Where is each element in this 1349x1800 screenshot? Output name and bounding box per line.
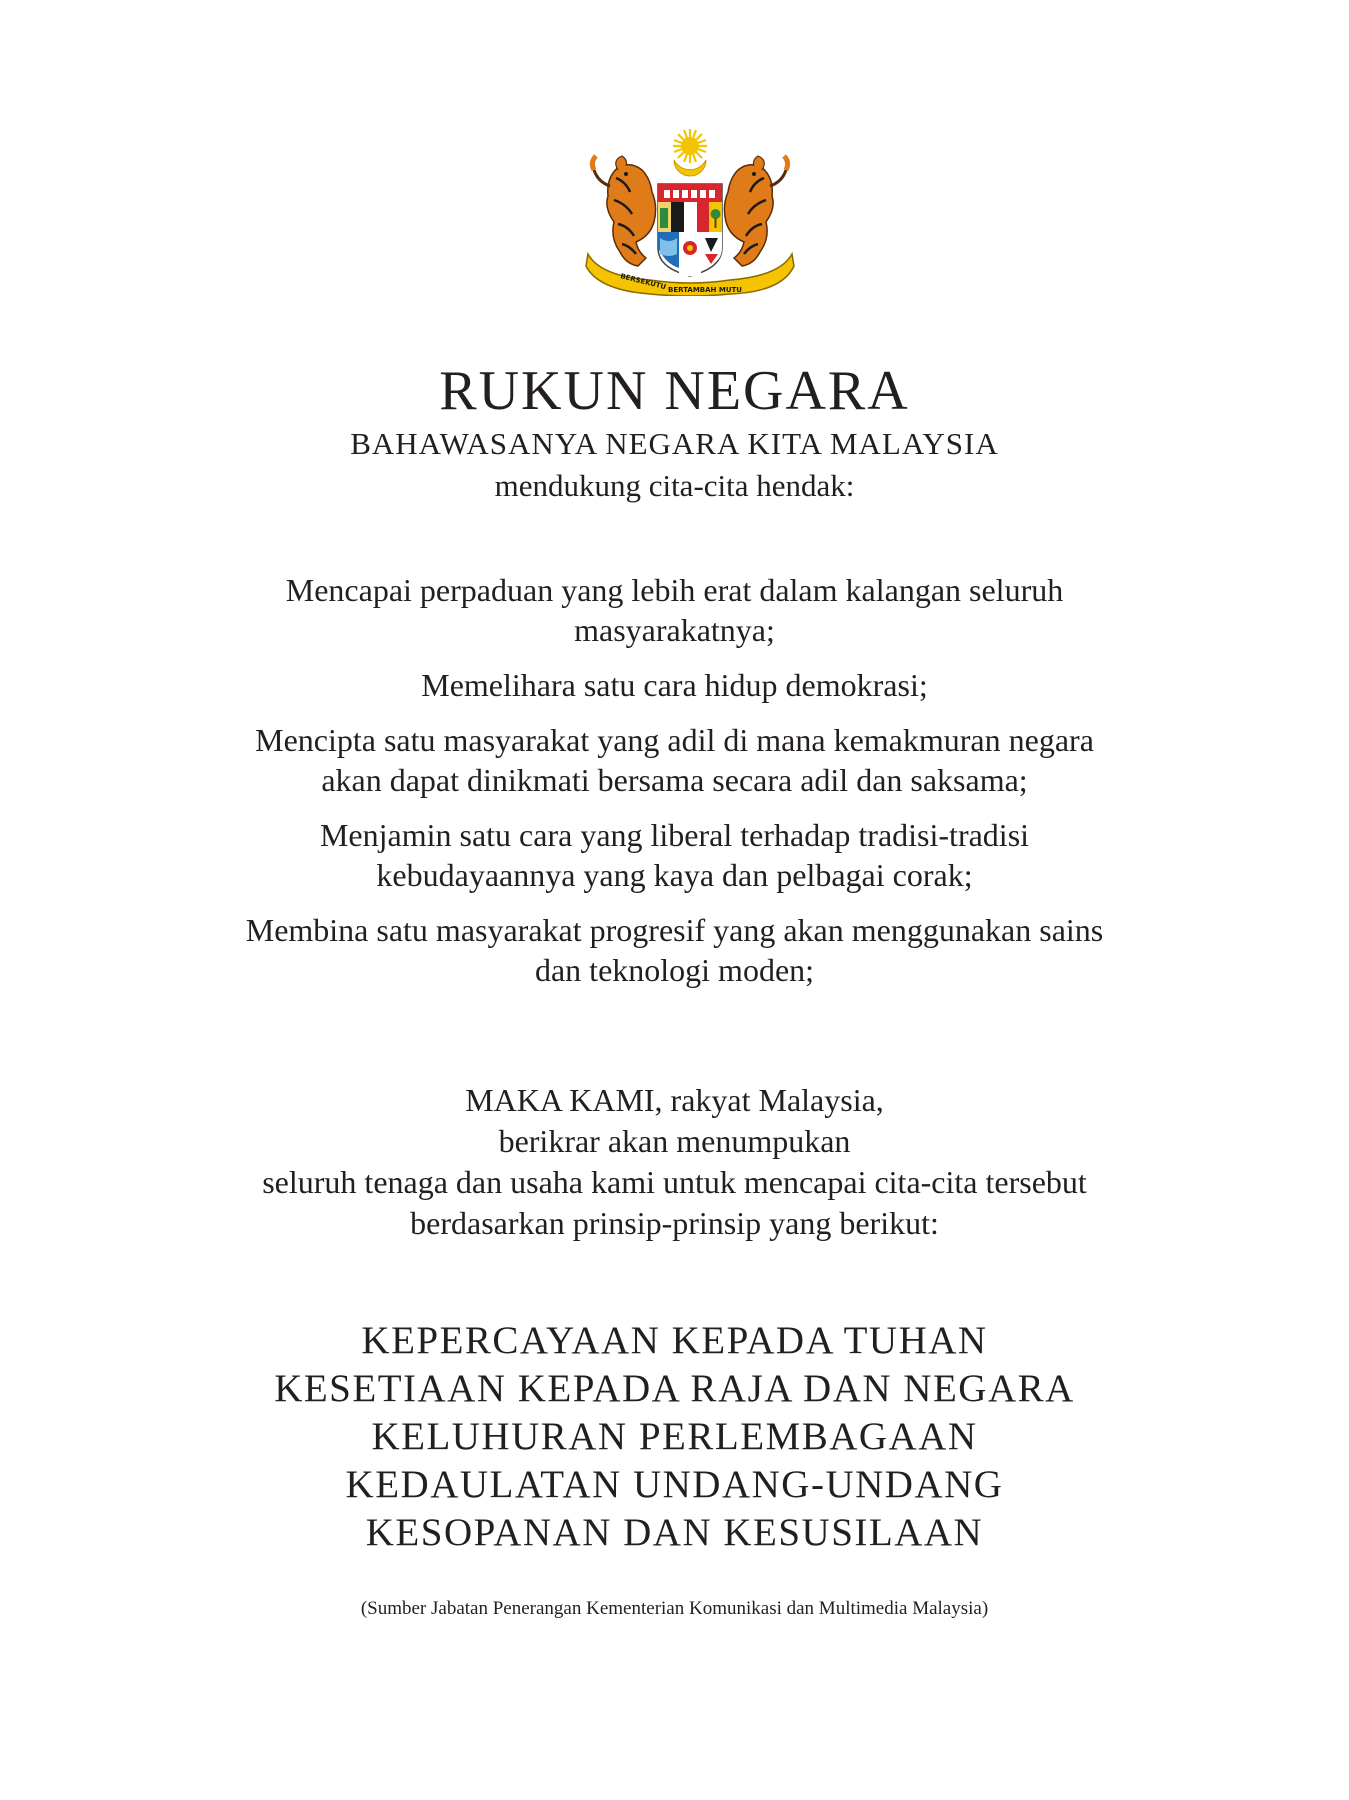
principles-list (0, 1317, 1349, 1557)
aspiration-item (0, 570, 1349, 650)
principle-item: KEDAULATAN UNDANG-UNDANG (345, 1463, 1004, 1506)
svg-text:BERSEKUTU: BERSEKUTU (619, 272, 667, 292)
aspiration-line: dan teknologi moden; (534, 952, 815, 988)
aspiration-line: akan dapat dinikmati bersama secara adil dan saksama; (321, 762, 1028, 798)
page-subtitle: BAHAWASANYA NEGARA KITA MALAYSIA (350, 426, 999, 461)
intro-text: mendukung cita-cita hendak: (494, 468, 855, 503)
aspiration-item (0, 665, 1349, 705)
aspirations-list (0, 570, 1349, 1005)
aspiration-item (0, 720, 1349, 800)
aspiration-line: kebudayaannya yang kaya dan pelbagai corak; (376, 857, 973, 893)
aspiration-line: masyarakatnya; (574, 612, 775, 648)
pledge-line: berdasarkan prinsip-prinsip yang berikut: (410, 1205, 939, 1241)
principle-item: KESOPANAN DAN KESUSILAAN (365, 1511, 984, 1554)
source-note: (Sumber Jabatan Penerangan Kementerian Komunikasi dan Multimedia Malaysia) (360, 1598, 989, 1619)
malaysia-coat-of-arms-icon (580, 126, 800, 296)
pledge-line: MAKA KAMI, rakyat Malaysia, (465, 1082, 884, 1118)
pledge-line: berikrar akan menumpukan (498, 1123, 851, 1159)
principle-item: KEPERCAYAAN KEPADA TUHAN (361, 1319, 988, 1362)
svg-text:BERTAMBAH MUTU: BERTAMBAH MUTU (668, 286, 742, 294)
pledge-line: seluruh tenaga dan usaha kami untuk mencapai cita-cita tersebut (262, 1164, 1087, 1200)
aspiration-line: Membina satu masyarakat progresif yang akan menggunakan sains (245, 912, 1104, 948)
principle-item: KELUHURAN PERLEMBAGAAN (371, 1415, 978, 1458)
aspiration-line: Mencipta satu masyarakat yang adil di mana kemakmuran negara (255, 722, 1094, 758)
aspiration-line: Memelihara satu cara hidup demokrasi; (421, 667, 928, 703)
aspiration-item (0, 815, 1349, 895)
principle-item: KESETIAAN KEPADA RAJA DAN NEGARA (274, 1367, 1075, 1410)
aspiration-line: Menjamin satu cara yang liberal terhadap tradisi-tradisi (319, 817, 1030, 853)
pledge-paragraph (0, 1080, 1349, 1244)
page-title: RUKUN NEGARA (439, 360, 910, 422)
aspiration-line: Mencapai perpaduan yang lebih erat dalam kalangan seluruh (285, 572, 1064, 608)
aspiration-item (0, 910, 1349, 990)
